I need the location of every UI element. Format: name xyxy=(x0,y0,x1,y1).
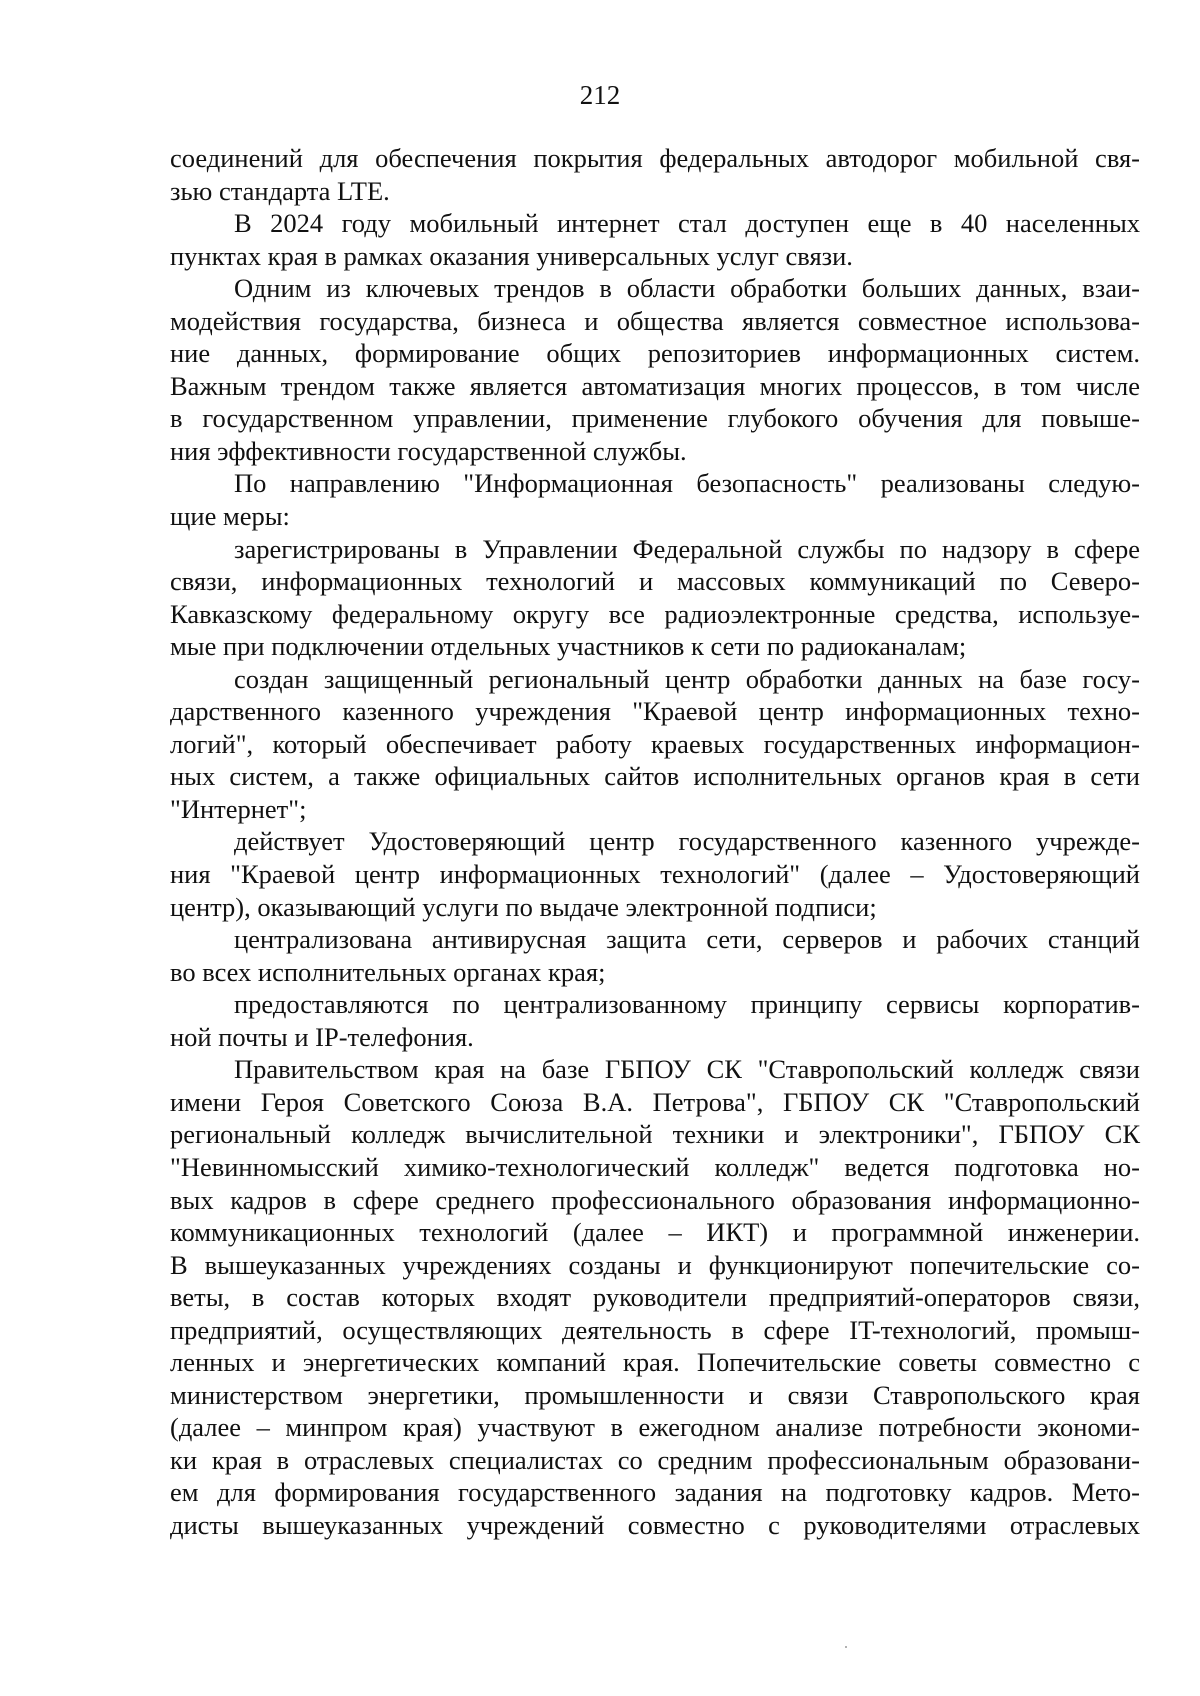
text-line: во всех исполнительных органах края; xyxy=(170,956,606,987)
body-text xyxy=(170,142,1140,1542)
text-line: действует Удостоверяющий центр государственного казенного учрежде- xyxy=(234,826,1140,857)
text-line: зью стандарта LTE. xyxy=(170,175,390,206)
text-line: министерством энергетики, промышленности и связи Ставропольского края xyxy=(170,1379,1140,1410)
text-line: в государственном управлении, применение глубокого обучения для повыше- xyxy=(170,403,1140,434)
text-line: дисты вышеуказанных учреждений совместно с руководителями отраслевых xyxy=(170,1509,1140,1540)
text-line: предприятий, осуществляющих деятельность в сфере IT-технологий, промыш- xyxy=(170,1314,1140,1345)
text-line: веты, в состав которых входят руководители предприятий-операторов связи, xyxy=(170,1282,1140,1313)
text-line: создан защищенный региональный центр обработки данных на базе госу- xyxy=(234,663,1140,694)
text-line: ных систем, а также официальных сайтов исполнительных органов края в сети xyxy=(170,761,1140,792)
text-line: щие меры: xyxy=(170,501,290,532)
text-line: пунктах края в рамках оказания универсальных услуг связи. xyxy=(170,240,853,271)
text-line: ленных и энергетических компаний края. Попечительские советы совместно с xyxy=(170,1347,1140,1378)
text-line: централизована антивирусная защита сети, серверов и рабочих станций xyxy=(234,924,1140,955)
text-line: ния эффективности государственной службы. xyxy=(170,435,687,466)
text-line: связи, информационных технологий и массовых коммуникаций по Северо- xyxy=(170,566,1140,597)
text-line: зарегистрированы в Управлении Федеральной службы по надзору в сфере xyxy=(234,533,1140,564)
text-line: ния "Краевой центр информационных технологий" (далее – Удостоверяющий xyxy=(170,859,1140,890)
text-line: (далее – минпром края) участвуют в ежегодном анализе потребности экономи- xyxy=(170,1412,1140,1443)
text-line: По направлению "Информационная безопасность" реализованы следую- xyxy=(234,468,1140,499)
text-line: ной почты и IP-телефония. xyxy=(170,1021,474,1052)
text-line: мые при подключении отдельных участников к сети по радиоканалам; xyxy=(170,631,967,662)
text-line: Важным трендом также является автоматизация многих процессов, в том числе xyxy=(170,370,1140,401)
page-number: 212 xyxy=(579,80,621,110)
text-line: соединений для обеспечения покрытия федеральных автодорог мобильной свя- xyxy=(170,143,1140,173)
text-line: коммуникационных технологий (далее – ИКТ) и программной инженерии. xyxy=(170,1217,1140,1248)
text-line: логий", который обеспечивает работу краевых государственных информацион- xyxy=(170,728,1140,759)
text-line: Правительством края на базе ГБПОУ СК "Ставропольский колледж связи xyxy=(234,1054,1140,1085)
text-line: центр), оказывающий услуги по выдаче электронной подписи; xyxy=(170,891,877,922)
text-line: В вышеуказанных учреждениях созданы и функционируют попечительские со- xyxy=(170,1249,1140,1280)
text-line: Кавказскому федеральному округу все радиоэлектронные средства, используе- xyxy=(170,598,1140,629)
text-line: ем для формирования государственного задания на подготовку кадров. Мето- xyxy=(170,1477,1140,1508)
text-line: дарственного казенного учреждения "Краевой центр информационных техно- xyxy=(170,696,1140,727)
text-line: модействия государства, бизнеса и общества является совместное использова- xyxy=(170,305,1140,336)
scan-speck xyxy=(845,1646,847,1648)
text-line: ние данных, формирование общих репозиториев информационных систем. xyxy=(170,338,1140,369)
text-line: "Интернет"; xyxy=(170,793,307,824)
text-line: "Невинномысский химико-технологический колледж" ведется подготовка но- xyxy=(170,1151,1140,1182)
text-line: ки края в отраслевых специалистах со средним профессиональным образовани- xyxy=(170,1444,1140,1475)
text-line: вых кадров в сфере среднего профессионального образования информационно- xyxy=(170,1184,1140,1215)
text-line: Одним из ключевых трендов в области обработки больших данных, взаи- xyxy=(234,273,1140,304)
text-line: имени Героя Советского Союза В.А. Петрова", ГБПОУ СК "Ставропольский xyxy=(170,1086,1140,1117)
text-line: В 2024 году мобильный интернет стал доступен еще в 40 населенных xyxy=(234,208,1140,239)
text-line: региональный колледж вычислительной техники и электроники", ГБПОУ СК xyxy=(170,1119,1140,1150)
text-line: предоставляются по централизованному принципу сервисы корпоратив- xyxy=(234,989,1140,1020)
